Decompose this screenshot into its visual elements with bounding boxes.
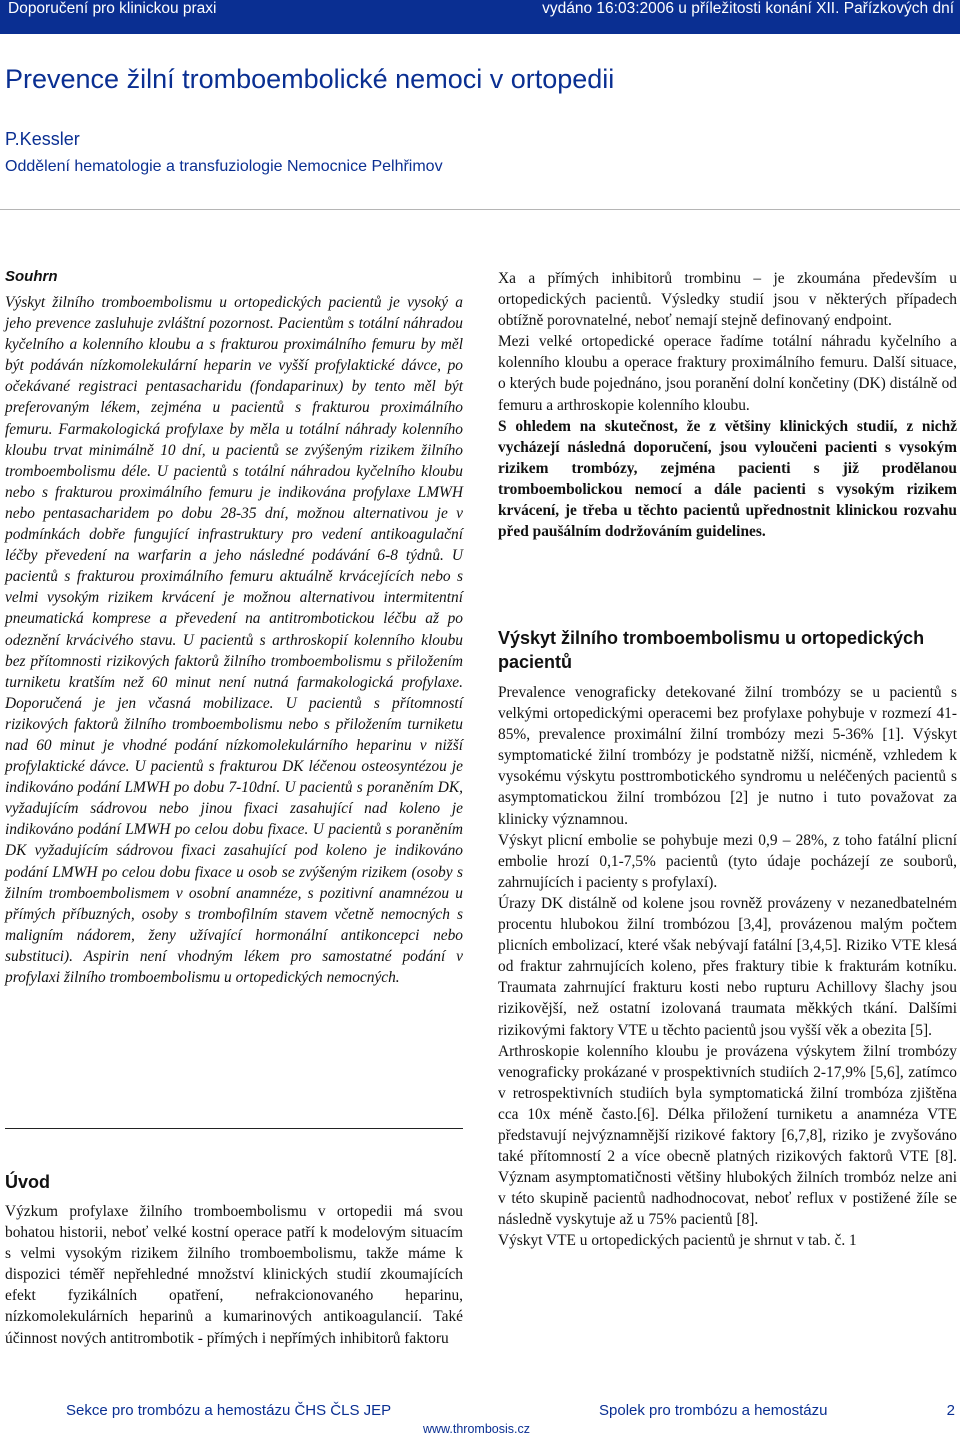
summary-divider bbox=[5, 1128, 463, 1129]
right-paragraph-2: Mezi velké ortopedické operace řadíme totální náhradu kyčelního a kolenního kloubu a operace fraktury proximálního femuru. Další situace, o kterých bude pojednáno, jsou poranění dolní končetiny (DK) distálně od femuru a arthroskopie kolenního kloubu. bbox=[498, 333, 957, 414]
page-number: 2 bbox=[946, 1402, 955, 1419]
header-right-text: vydáno 16:03:2006 u příležitosti konání XII. Pařízkových dní bbox=[542, 0, 954, 17]
author: P.Kessler bbox=[5, 129, 80, 149]
incidence-paragraph-2: Výskyt plicní embolie se pohybuje mezi 0,9 – 28%, z toho fatální plicní embolie hrozí 0,1-7,5% pacientů (tyto údaje pocházejí ze souborů, zahrnujících i pacienty s profylaxí). bbox=[498, 831, 957, 891]
summary-text-block bbox=[5, 292, 463, 988]
incidence-paragraph-3: Úrazy DK distálně od kolene jsou rovněž provázeny v nezanedbatelném procentu hlubokou žilní trombózou [3,4], provázenou malým počtem plicních embolizací, které však nebývají fatální [3,4,5]. Riziko VTE klesá od fraktur zahrnujících koleno, přes fraktury tibie k frakturám kotníku. Traumata zahrnující frakturu kosti nebo rupturu Achillovy šlachy jsou rizikovější, než ostatní izolovaná traumata měkkých tkání. Dalšími rizikovými faktory VTE u těchto pacientů jsou vyšší věk a obezita [5]. bbox=[498, 894, 957, 1039]
incidence-text-block bbox=[498, 682, 957, 1252]
affiliation: Oddělení hematologie a transfuziologie Nemocnice Pelhřimov bbox=[5, 158, 443, 175]
intro-text-block bbox=[5, 1201, 463, 1349]
incidence-paragraph-5: Výskyt VTE u ortopedických pacientů je shrnut v tab. č. 1 bbox=[498, 1232, 857, 1250]
summary-heading: Souhrn bbox=[5, 268, 58, 285]
header-bar bbox=[0, 0, 960, 34]
page-title: Prevence žilní tromboembolické nemoci v ortopedii bbox=[5, 64, 615, 94]
right-column-intro bbox=[498, 268, 957, 542]
header-divider bbox=[0, 209, 960, 210]
right-paragraph-1: Xa a přímých inhibitorů trombinu – je zkoumána především u ortopedických pacientů. Výsledky studií jsou v některých případech obtížně porovnatelné, neboť nemají stejně definovaný endpoint. bbox=[498, 270, 957, 330]
right-paragraph-bold: S ohledem na skutečnost, že z většiny klinických studií, z nichž vycházejí následná doporučení, jsou vyloučeni pacienti s vysokým rizikem trombózy, zejména pacienti s již prodělanou tromboembolickou nemocí a dále pacienti s vysokým rizikem krvácení, je třeba u těchto pacientů upřednostnit klinickou rozvahu před paušálním dodržováním guidelines. bbox=[498, 417, 957, 541]
incidence-paragraph-1: Prevalence venograficky detekované žilní trombózy se u pacientů s velkými ortopedickými operacemi bez profylaxe pohybuje v rozmezí 41-85%, prevalence proximální žilní trombózy mezi 5-36% [1]. Výskyt symptomatické žilní trombózy je podstatně nižší, nicméně, vzhledem k vysokému výskytu posttrombotického syndromu u neléčených pacientů s asymptomatickou žilní trombózou [2] je nutno i tuto považovat za klinicky významnou. bbox=[498, 684, 957, 828]
footer-society-name: Spolek pro trombózu a hemostázu bbox=[599, 1402, 828, 1419]
intro-paragraph: Výzkum profylaxe žilního tromboembolismu v ortopedii má svou bohatou historii, neboť velké kostní operace patří k modelovým situacím s velmi vysokým rizikem žilního tromboembolismu, takže máme k dispozici téměř nepřehledné množství klinických studií zkoumajících efekt fyzikálních opatření, nefrakcionovaného heparinu, nízkomolekulárních heparinů a kumarinových antikoagulancií. Také účinnost nových antitrombotik - přímých i nepřímých inhibitorů faktoru bbox=[5, 1203, 463, 1347]
summary-paragraph: Výskyt žilního tromboembolismu u ortopedických pacientů je vysoký a jeho prevence zasluhuje zvláštní pozornost. Pacientům s totální náhradou kyčelního a kolenního kloubu a s frakturou proximálního femuru by měl být podáván nízkomolekulární heparin ve vyšší profylaktické dávce, po očekávané registraci pentasacharidu (fondaparinux) by tento měl být preferovaným lékem, zejména u pacientů s frakturou proximálního femuru. Farmakologická profylaxe by měla u totální náhrady kolenního kloubu trvat minimálně 10 dní, u pacientů se zvýšeným rizikem žilního tromboembolismu déle. U pacientů s totální náhradou kyčelního kloubu nebo s frakturou proximálního femuru je indikována profylaxe LMWH nebo pentasacharidem po dobu 28-35 dní, možnou alternativou je v podmínkách dobře fungující infrastruktury pro vedení antikoagulační léčby převedení na warfarin a jeho následné podávání 6-8 týdnů. U pacientů s frakturou proximálního femuru aktuálně krvácejících nebo s velmi vysokým rizikem krvácení je možnou alternativou intermitentní pneumatická komprese a převedení na antitrombotickou léčbu až po odeznění krvácivého stavu. U pacientů s arthroskopií kolenního kloubu bez přítomnosti rizikových faktorů žilního tromboembolismu s přiložením turniketu kratším než 60 minut není nutná farmakologická profylaxe. Doporučená je jen včasná mobilizace. U pacientů s přítomností rizikových faktorů žilního tromboembolismu nebo s přiložením turniketu nad 60 minut je vhodné podání nízkomolekulárního heparinu v nižší profylaktické dávce. U pacientů s frakturou DK léčenou osteosyntézou je indikováno podání LMWH po dobu 7-10dní. U pacientů s poraněním DK, vyžadujícím sádrovou nebo jinou fixaci zasahující nad koleno je indikováno podání LMWH po celou dobu fixace. U pacientů s poraněním DK vyžadujícím sádrovou fixaci zasahující pod koleno je indikováno podání LMWH po celou dobu fixace u osob se zvýšeným rizikem (osoby s žilním tromboembolismem v osobní anamnéze, s pozitivní anamnézou u přímých příbuzných, osoby s trombofilním stavem včetně nemocných s maligním nádorem, ženy užívající hormonální antikoncepci nebo substituci). Aspirin není vhodným lékem pro samostatné podání v profylaxi žilního tromboembolismu u ortopedických nemocných. bbox=[5, 294, 463, 986]
footer-url: www.thrombosis.cz bbox=[423, 1422, 530, 1436]
incidence-paragraph-4: Arthroskopie kolenního kloubu je provázena výskytem žilní trombózy venograficky prokázané v prospektivních studiích 2-17,9% [5,6], zatímco v retrospektivních studiích byla symptomatická žilní trombóza zjištěna cca 10x méně často.[6]. Délka přiložení turniketu a anamnéza VTE představují nejvýznamnější rizikové faktory [6,7,8], riziko je zvyšováno také přítomností 2 a více obecně platných rizikových faktorů VTE [8]. Význam asymptomatičnosti většiny hlubokých žilních trombóz nelze ani v této skupině pacientů nadhodnocovat, neboť reflux v postižené žíle se následně vyskytuje až u 75% pacientů [8]. bbox=[498, 1042, 957, 1229]
section-heading-incidence: Výskyt žilního tromboembolismu u ortopedických pacientů bbox=[498, 628, 925, 672]
header-left-text: Doporučení pro klinickou praxi bbox=[8, 0, 217, 17]
footer-section-name: Sekce pro trombózu a hemostázu ČHS ČLS JEP bbox=[66, 1402, 392, 1419]
intro-heading: Úvod bbox=[5, 1172, 50, 1192]
